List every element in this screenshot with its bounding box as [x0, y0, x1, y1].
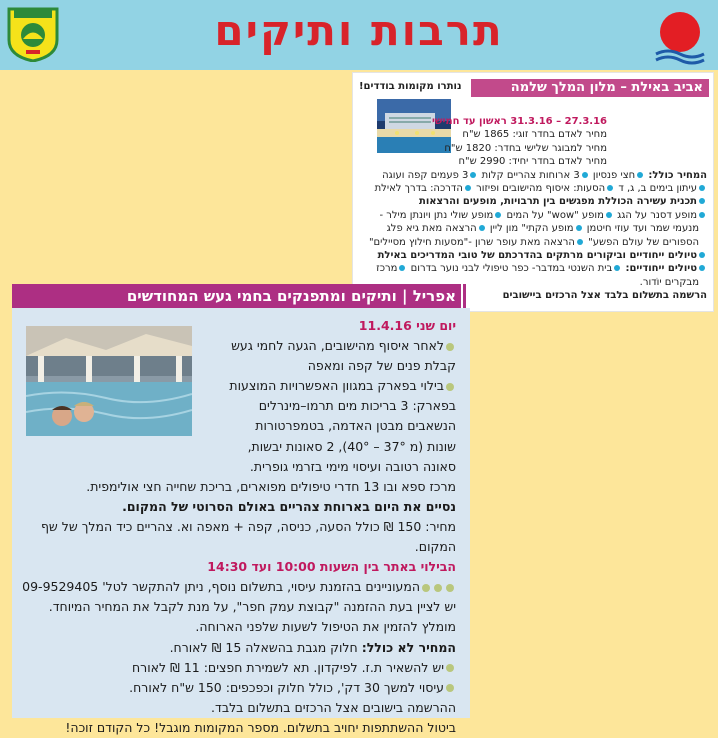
includes-item: הסעות: איסוף מהישובים ופיזור	[476, 183, 606, 195]
registration-line-1: ההרשמה בישובים אצל הרכזים בתשלום בלבד.	[211, 699, 456, 715]
bullet-icon	[577, 239, 583, 245]
park-line-4: שונות (מ 37° – 40°), 2 סאונות יבשות,	[247, 438, 456, 454]
arrival-line	[20, 336, 456, 356]
excludes-line-3	[20, 678, 456, 698]
bullet-icon	[465, 185, 471, 191]
shows-row-2	[357, 222, 707, 235]
excludes-label: המחיר לא כולל:	[361, 639, 456, 655]
april-day: יום שני 11.4.16	[358, 318, 456, 333]
show-item: הרצאה מאת עופר שרון -"מסעות חילוץ מסיילים"	[368, 236, 575, 248]
april-details	[20, 316, 456, 738]
bullet-icon	[434, 584, 442, 592]
bullet-icon	[607, 185, 613, 191]
arrival-text: לאחר איסוף מהישובים, הגעה לחמי געש	[231, 338, 444, 354]
eilat-trip-card	[352, 72, 714, 312]
park-text: בילוי בפארק במגוון האפשרויות המוצעות	[229, 378, 444, 394]
show-item: מופע דסנר על הגג	[617, 209, 697, 221]
heading-stripe	[461, 284, 463, 308]
bullet-icon	[399, 265, 405, 271]
excludes-line-1	[20, 638, 456, 658]
eilat-details	[357, 101, 707, 303]
massage-text: המעוניינים בהזמנת עיסוי, בתשלום נוסף, ניתן להתקשר לטל' 09-9529405	[22, 579, 420, 595]
april-heading-title: ותיקים ומתפנקים בחמי געש המחודשים	[126, 287, 397, 305]
header-banner	[0, 0, 718, 70]
excludes-item: עיסוי למשך 30 דק', כולל חלוק וכפכפים: 150 ש"ח לאורח.	[129, 679, 444, 695]
bullet-icon	[446, 383, 454, 391]
bullet-icon	[446, 343, 454, 351]
heading-divider: |	[396, 287, 408, 305]
regional-council-logo	[6, 6, 60, 62]
park-line-2: בפארק: 3 בריכות מים תרמו–מינרלים	[258, 398, 456, 414]
price-line-1: מחיר: 150 ₪ כולל הסעה, כניסה, קפה + מאפה וא. צהריים כיד המלך של שף	[40, 518, 456, 534]
show-item: מופע "wow" על המים	[506, 209, 604, 221]
bullet-icon	[422, 584, 430, 592]
bullet-icon	[479, 225, 485, 231]
bullet-icon	[446, 664, 454, 672]
reception-line: קבלת פנים של קפה ומאפה	[307, 358, 456, 374]
park-line-5: סאונה רטובה ועיסוי מימי בזרמי גופרית.	[249, 458, 456, 474]
includes-row-1	[357, 169, 707, 182]
show-item: מנעמי שמר ועד עוזי חיטמן	[586, 223, 699, 235]
bullet-icon	[582, 172, 588, 178]
show-item: מופע שולי נתן ויונתן מילר -	[379, 209, 494, 221]
bullet-icon	[495, 212, 501, 218]
includes-item: 3 פעמים קפה ועוגה	[382, 169, 469, 181]
tours-bold-line	[357, 249, 707, 262]
bullet-icon	[699, 265, 705, 271]
bullet-icon	[446, 584, 454, 592]
shows-row-1	[357, 209, 707, 222]
eilat-register: הרשמה בתשלום בלבד אצל הרכזים ביישובים	[502, 290, 707, 302]
massage-line-1	[20, 577, 456, 597]
shows-row-3	[357, 236, 707, 249]
tours-bold-text: טיולים ייחודיים וביקורים מרתקים בהדרכתם של טובי המדריכים באילת	[377, 250, 697, 262]
april-heading-month: אפריל	[412, 287, 456, 305]
massage-line-3: מומלץ להזמין את הטיפול לשעות שלפני הארוחה.	[195, 619, 456, 635]
lunch-line: נסיים את היום בארוחת צהריים באולם הסרוטי של המקום.	[122, 498, 456, 514]
includes-item: הדרכה: בדרך לאילת	[374, 183, 463, 195]
april-heading	[12, 284, 470, 308]
park-line-1	[20, 376, 456, 396]
tour-item: מרכז	[376, 263, 398, 275]
bullet-icon	[614, 265, 620, 271]
price-pair: מחיר לאדם בחדר זוגי: 1865 ש"ח	[462, 129, 607, 141]
bullet-icon	[470, 172, 476, 178]
show-item: הספורים של עולם הפשע"	[588, 236, 699, 248]
excludes-item: יש להשאיר ת.ז. לפיקדון. תא לשמירת חפצים: 11 ₪ לאורח	[131, 659, 444, 675]
includes-row-2	[357, 182, 707, 195]
hours-line: הבילוי באתר בין השעות 10:00 ועד 14:30	[207, 559, 456, 575]
includes-item: 3 ארוחות צהריים קלות	[481, 169, 580, 181]
eilat-availability-note: נותרו מקומות בודדים!	[359, 81, 462, 92]
registration-line-2: ביטול ההשתתפות יחויב בתשלום. מספר המקומות מוגבל! כל הקודם זוכה!	[65, 719, 456, 735]
eilat-heading: אביב באילת – מלון המלך שלמה	[471, 79, 709, 97]
price-triple: מחיר למבוגר שלישי בחדר: 1820 ש"ח	[444, 142, 607, 154]
tour-item: בית השנטי במדבר- כפר טיפולי לבני נוער בדרום	[410, 263, 613, 275]
excludes-line-2	[20, 658, 456, 678]
massage-line-2: יש לציין בעת ההזמנה "קבוצת עמק חפר", על מנת לקבל את המחיר המיוחד.	[48, 599, 456, 615]
tours-row	[357, 262, 707, 275]
tours-label: טיולים ייחודיים:	[625, 263, 697, 275]
includes-item: עיתון בימים ב, ג, ד	[618, 183, 697, 195]
price-single: מחיר לאדם בחדר יחיד: 2990 ש"ח	[458, 156, 607, 168]
show-item: הרצאה מאת גיא פלג	[386, 223, 477, 235]
bullet-icon	[576, 225, 582, 231]
bullet-icon	[606, 212, 612, 218]
park-line-3: הנשאבים מבטן האדמה, בטמפרטורות	[255, 418, 456, 434]
program-text: תכנית עשירה הכוללת מפגשים בין תרבויות, מופעים והרצאות	[419, 196, 697, 208]
page-title: תרבות ותיקים	[214, 6, 504, 55]
includes-item: חצי פנסיון	[592, 169, 636, 181]
show-item: מופע הקתי" מון ליין	[489, 223, 574, 235]
bullet-icon	[699, 252, 705, 258]
heading-stripe	[466, 284, 470, 308]
bullet-icon	[446, 684, 454, 692]
spa-line: מרכז ספא ובו 13 חדרי טיפולים מפוארים, בריכת שחייה חצי אולימפית.	[86, 478, 456, 494]
bullet-icon	[699, 198, 705, 204]
excludes-item: חלוק מגבת בהשאלה 15 ₪ לאורח.	[169, 639, 358, 655]
program-line	[357, 195, 707, 208]
tours-row-2: מבקרים יוֹדור.	[639, 276, 699, 288]
eilat-dates: 27.3.16 – 31.3.16 ראשון עד חמישי	[431, 116, 607, 127]
price-line-2: המקום.	[414, 539, 456, 555]
community-center-logo	[650, 4, 710, 66]
bullet-icon	[699, 185, 705, 191]
bullet-icon	[637, 172, 643, 178]
bullet-icon	[699, 212, 705, 218]
includes-label: המחיר כולל:	[648, 169, 707, 181]
april-trip-card	[12, 284, 470, 735]
